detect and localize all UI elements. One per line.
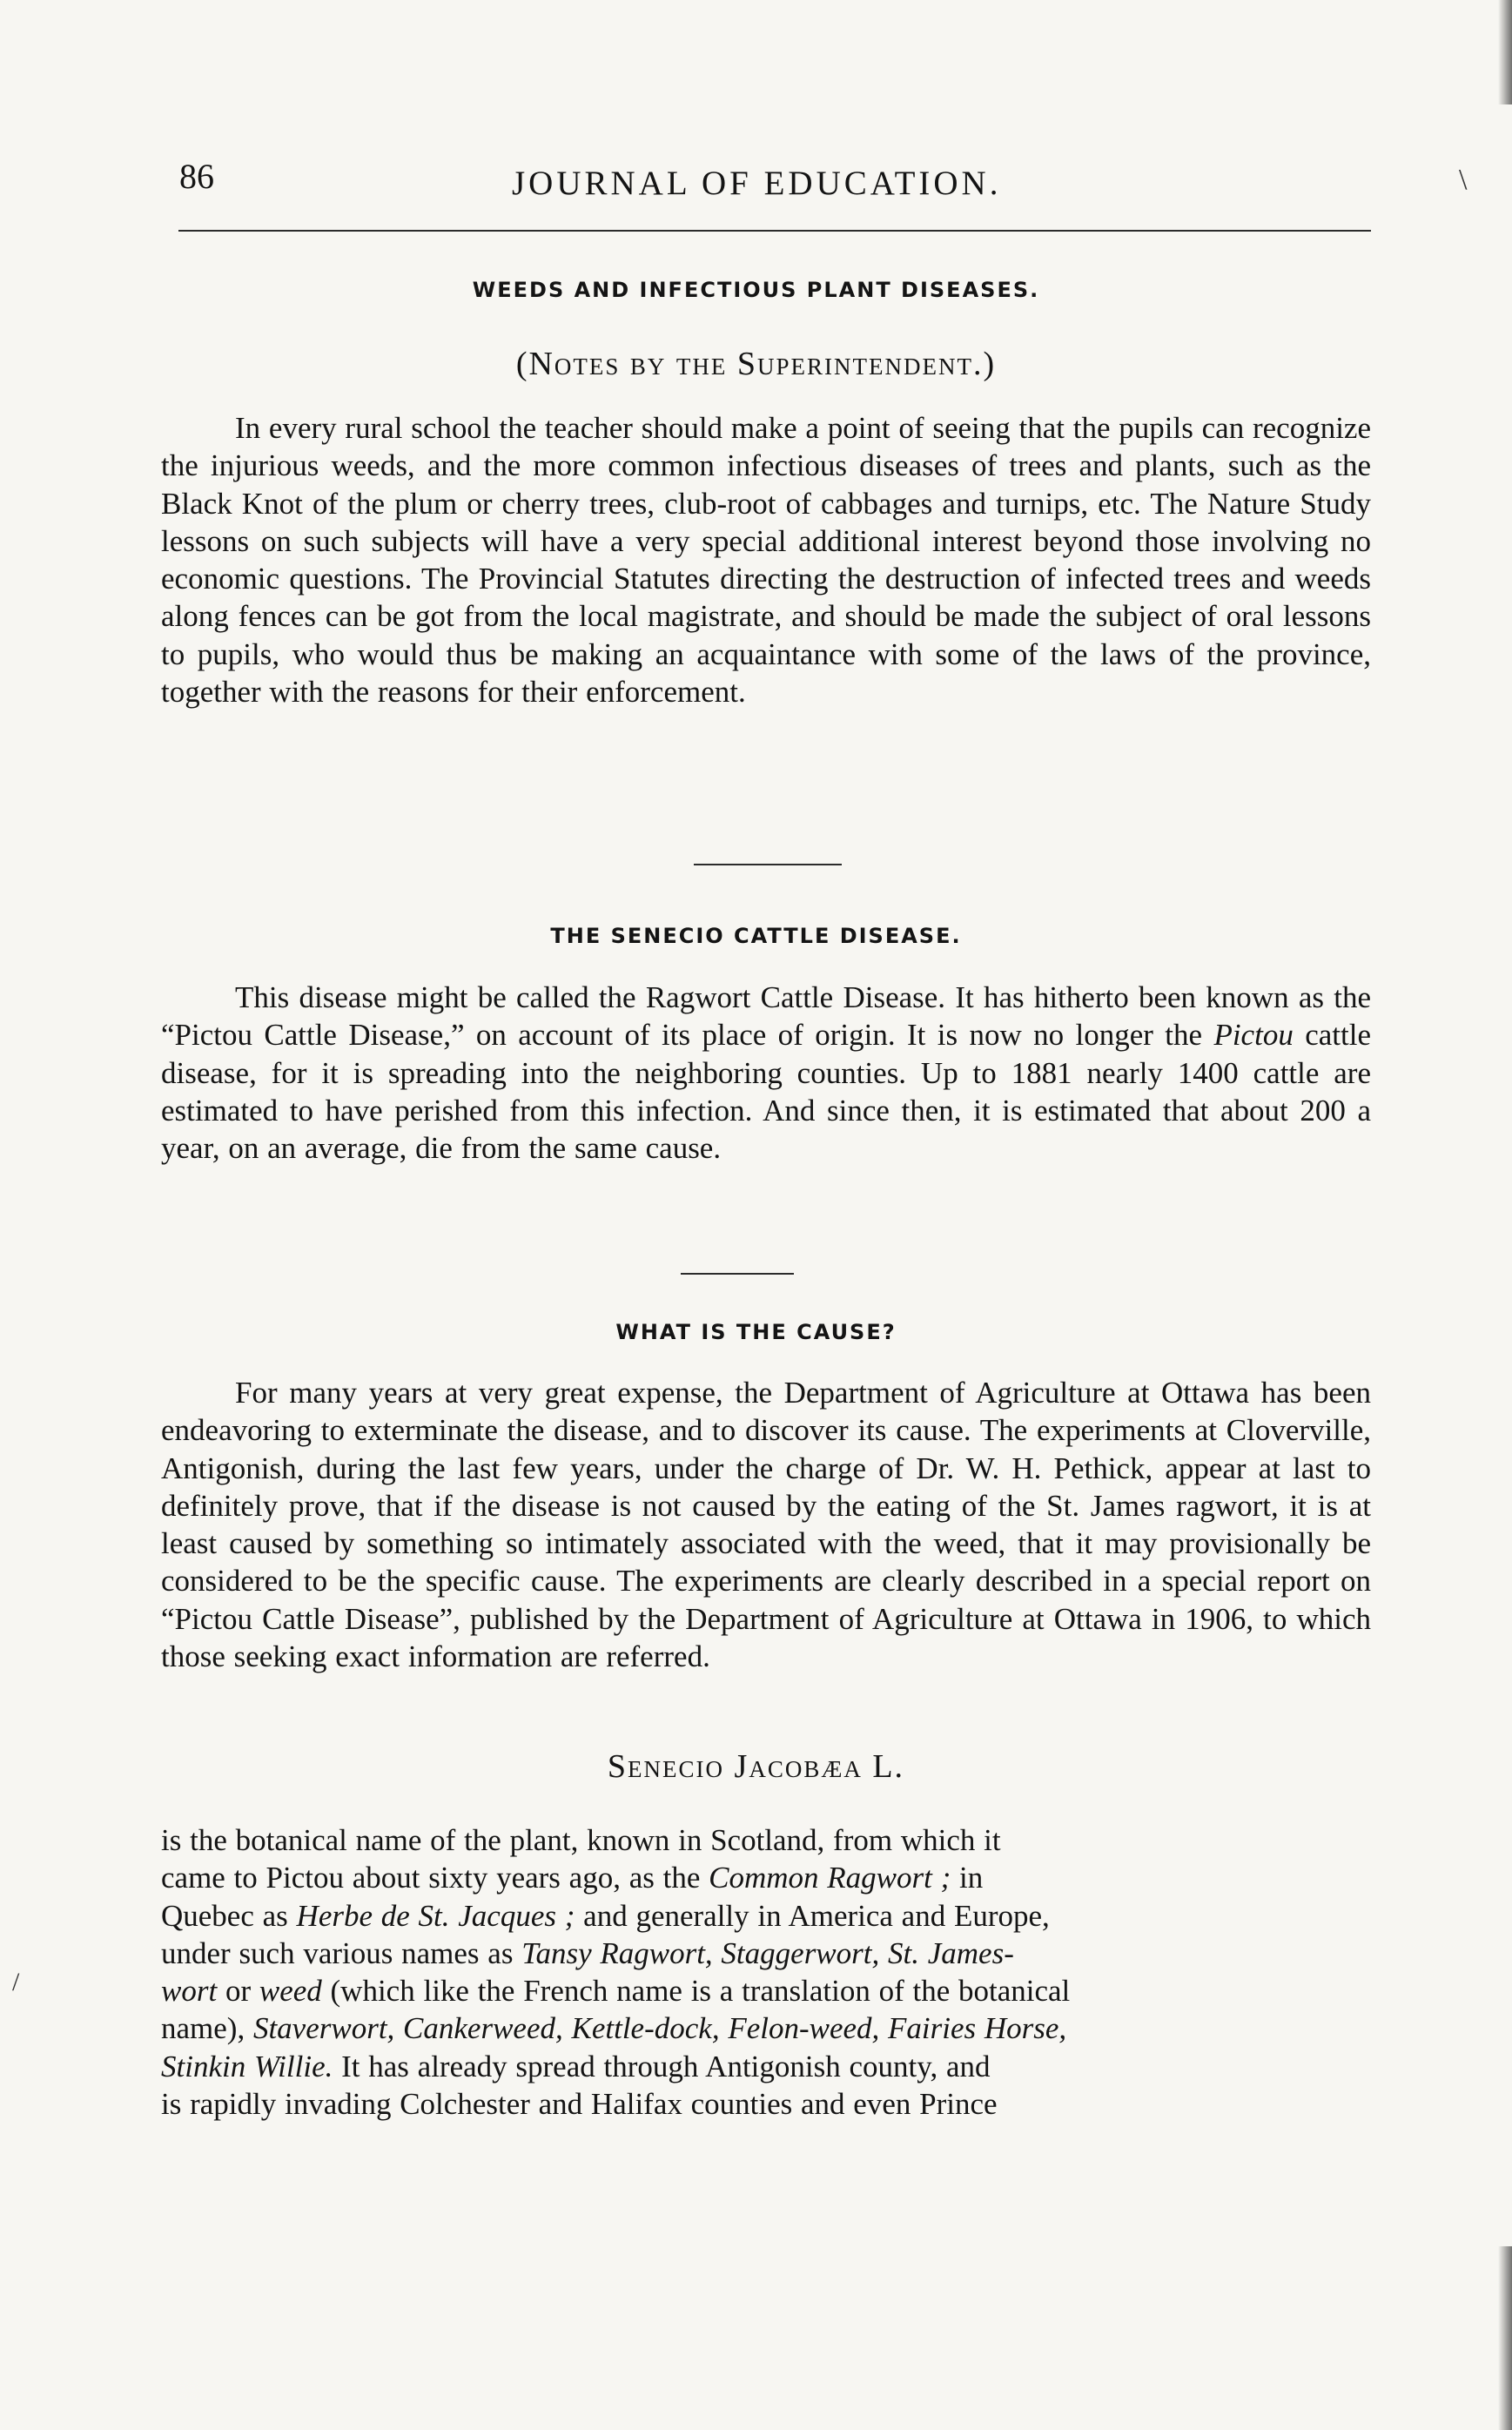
paragraph-cause-text: For many years at very great expense, the Department of Agriculture at Ottawa has been endeavoring to exterminate the disease, and to discover its cause. The experiments at Cloverville, Antigonish, during the last few years, under the charge of Dr. W. H. Pethick, appear at last to definitely prove, that if the disease is not caused by the eating of the St. James ragwort, it is at least caused by something so intimately associated with the weed, that it may provisionally be considered to be the specific cause. The experiments are clearly described in a special report on “Pictou Cattle Disease”, published by the Department of Agriculture at Ottawa in 1906, to which those seeking exact information are referred. [161, 1376, 1371, 1674]
paragraph-text-part: This disease might be called the Ragwort Cattle Disease. It has hitherto been known as the “Pictou Cattle Disease,” on account of its place of origin. It is now no longer the [161, 980, 1371, 1053]
text-run: or [217, 1974, 259, 2009]
text-line [161, 1935, 1371, 1972]
paragraph-botanical-name [161, 1821, 1371, 2123]
paragraph-text-part: cattle disease, for it is spreading into the neighboring counties. Up to 1881 nearly 1400 cattle are estimated to have perished from this infection. And since then, it is estimated that about 200 a year, on an average, die from the same cause. [161, 1018, 1371, 1166]
text-run: Quebec as [161, 1898, 297, 1933]
text-run: (which like the French name is a translation of the botanical [321, 1974, 1071, 2009]
journal-title: JOURNAL OF EDUCATION. [512, 165, 1002, 202]
section-divider [681, 1273, 794, 1275]
text-line [161, 2048, 1371, 2085]
text-run: is rapidly invading Colchester and Halifax counties and even Prince [161, 2087, 998, 2122]
paragraph-senecio-disease-text [161, 979, 1371, 1167]
italic-text-run: Stinkin Willie. [161, 2049, 333, 2083]
section-heading-senecio-cattle-disease: THE SENECIO CATTLE DISEASE. [550, 924, 962, 948]
italic-text-run: wort [161, 1974, 218, 2009]
italic-text-run: weed [259, 1974, 322, 2009]
margin-mark: \ [1459, 164, 1468, 196]
italic-text-run: Tansy Ragwort, Staggerwort, St. James- [521, 1935, 1014, 1970]
italic-text-run: Staverwort, Cankerweed, Kettle-dock, Felon-weed, Fairies Horse, [252, 2011, 1067, 2046]
section-divider [694, 864, 842, 865]
italic-pictou: Pictou [1213, 1018, 1294, 1053]
paragraph-senecio-disease [161, 979, 1371, 1167]
paragraph-cause [161, 1374, 1371, 1675]
text-line [161, 1897, 1371, 1935]
text-run: under such various names as [161, 1935, 522, 1970]
section-heading-senecio-jacobaea: Senecio Jacobæa L. [607, 1748, 905, 1785]
text-run: and generally in America and Europe, [575, 1898, 1050, 1933]
text-line [161, 1821, 1371, 1859]
text-line [161, 1859, 1371, 1896]
italic-text-run: Herbe de St. Jacques ; [296, 1898, 575, 1933]
section-heading-weeds: WEEDS AND INFECTIOUS PLANT DISEASES. [472, 278, 1040, 302]
italic-text-run: Common Ragwort ; [709, 1861, 951, 1895]
page-edge-shadow [1498, 2246, 1512, 2430]
page-number: 86 [179, 157, 214, 196]
page-header [172, 155, 1374, 207]
section-subtitle-notes: (Notes by the Superintendent.) [515, 346, 997, 382]
text-run: is the botanical name of the plant, known in Scotland, from which it [161, 1823, 1001, 1857]
margin-mark: / [12, 1968, 20, 1996]
text-line [161, 1972, 1371, 2009]
paragraph-weeds-text: In every rural school the teacher should make a point of seeing that the pupils can recognize the injurious weeds, and the more common infectious diseases of trees and plants, such as the Black Knot of the plum or cherry trees, club-root of cabbages and turnips, etc. The Nature Study lessons on such subjects will have a very special additional interest beyond those involving no economic questions. The Provincial Statutes directing the destruction of infected trees and weeds along fences can be got from the local magistrate, and should be made the subject of oral lessons to pupils, who would thus be making an acquaintance with some of the laws of the province, together with the reasons for their enforcement. [161, 411, 1371, 710]
text-run: in [951, 1861, 984, 1895]
text-line [161, 2009, 1371, 2047]
text-run: name), [161, 2011, 253, 2046]
text-run: It has already spread through Antigonish county, and [333, 2049, 991, 2083]
section-heading-what-is-the-cause: WHAT IS THE CAUSE? [615, 1320, 897, 1344]
page-edge-shadow [1498, 0, 1512, 104]
paragraph-weeds [161, 409, 1371, 710]
header-rule [178, 230, 1371, 232]
text-run: came to Pictou about sixty years ago, as the [161, 1861, 709, 1895]
text-line [161, 2085, 1371, 2123]
